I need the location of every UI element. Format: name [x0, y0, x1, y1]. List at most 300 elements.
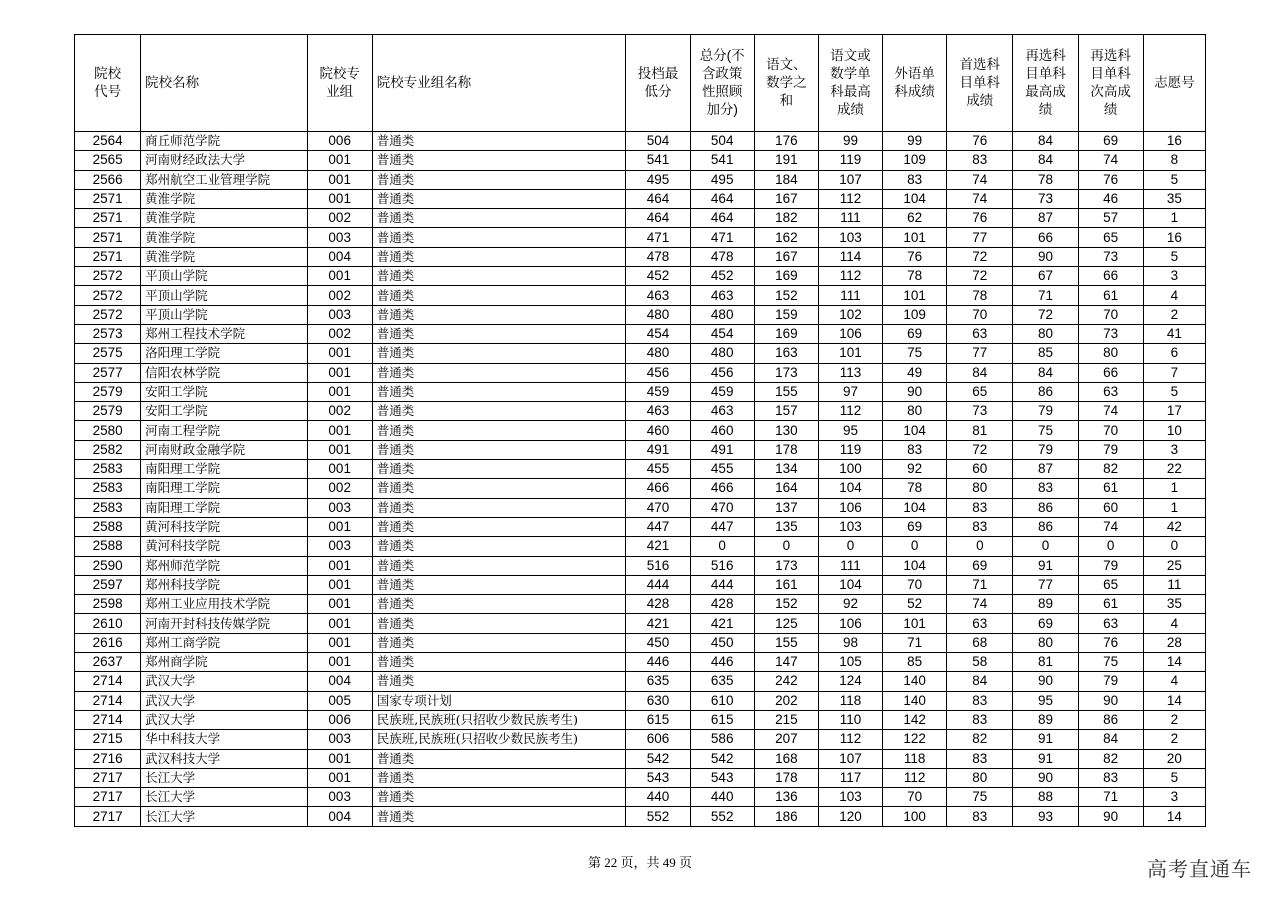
- table-row: [75, 749, 1206, 768]
- cell-chn-math-sum: 178: [754, 440, 818, 459]
- cell-total: 464: [690, 209, 754, 228]
- cell-foreign: 99: [883, 132, 947, 151]
- table-row: [75, 614, 1206, 633]
- cell-wish: 4: [1143, 672, 1205, 691]
- cell-foreign: 69: [883, 324, 947, 343]
- cell-chn-math-sum: 135: [754, 517, 818, 536]
- cell-group: 001: [307, 749, 372, 768]
- cell-foreign: 70: [883, 788, 947, 807]
- cell-wish: 8: [1143, 151, 1205, 170]
- cell-re-max: 91: [1013, 749, 1078, 768]
- cell-chn-math-max: 124: [818, 672, 882, 691]
- cell-total: 615: [690, 710, 754, 729]
- cell-first-subject: 60: [947, 460, 1013, 479]
- cell-first-subject: 82: [947, 730, 1013, 749]
- cell-school: 安阳工学院: [141, 402, 307, 421]
- table-row: [75, 537, 1206, 556]
- cell-min-score: 440: [626, 788, 690, 807]
- header-min-score: 投档最 低分: [626, 35, 690, 132]
- cell-re-second: 76: [1078, 170, 1143, 189]
- cell-code: 2714: [75, 710, 141, 729]
- cell-chn-math-max: 97: [818, 382, 882, 401]
- cell-total: 610: [690, 691, 754, 710]
- cell-min-score: 466: [626, 479, 690, 498]
- cell-total: 504: [690, 132, 754, 151]
- table-row: [75, 653, 1206, 672]
- cell-min-score: 456: [626, 363, 690, 382]
- cell-group-name: 普通类: [372, 768, 626, 787]
- cell-wish: 41: [1143, 324, 1205, 343]
- cell-total: 452: [690, 267, 754, 286]
- cell-total: 0: [690, 537, 754, 556]
- cell-foreign: 49: [883, 363, 947, 382]
- cell-chn-math-sum: 130: [754, 421, 818, 440]
- cell-school: 武汉科技大学: [141, 749, 307, 768]
- cell-total: 495: [690, 170, 754, 189]
- cell-chn-math-max: 118: [818, 691, 882, 710]
- cell-group-name: 普通类: [372, 151, 626, 170]
- table-row: [75, 691, 1206, 710]
- cell-foreign: 101: [883, 614, 947, 633]
- cell-first-subject: 77: [947, 344, 1013, 363]
- cell-school: 郑州师范学院: [141, 556, 307, 575]
- cell-wish: 16: [1143, 132, 1205, 151]
- cell-min-score: 516: [626, 556, 690, 575]
- cell-chn-math-sum: 242: [754, 672, 818, 691]
- cell-group-name: 普通类: [372, 595, 626, 614]
- watermark: 高考直通车: [1147, 857, 1252, 881]
- cell-code: 2579: [75, 402, 141, 421]
- cell-foreign: 140: [883, 672, 947, 691]
- cell-first-subject: 83: [947, 807, 1013, 826]
- cell-code: 2588: [75, 517, 141, 536]
- cell-min-score: 421: [626, 614, 690, 633]
- cell-total: 586: [690, 730, 754, 749]
- cell-school: 郑州工业应用技术学院: [141, 595, 307, 614]
- cell-re-max: 80: [1013, 633, 1078, 652]
- cell-chn-math-sum: 163: [754, 344, 818, 363]
- header-chn-math-max: 语文或 数学单 科最高 成绩: [818, 35, 882, 132]
- cell-min-score: 428: [626, 595, 690, 614]
- cell-first-subject: 76: [947, 209, 1013, 228]
- cell-school: 黄淮学院: [141, 228, 307, 247]
- cell-re-second: 79: [1078, 672, 1143, 691]
- header-wish: 志愿号: [1143, 35, 1205, 132]
- cell-school: 河南财政金融学院: [141, 440, 307, 459]
- header-chn-math-sum: 语文、 数学之 和: [754, 35, 818, 132]
- cell-total: 516: [690, 556, 754, 575]
- cell-group: 003: [307, 788, 372, 807]
- cell-re-max: 83: [1013, 479, 1078, 498]
- table-row: [75, 730, 1206, 749]
- cell-wish: 1: [1143, 479, 1205, 498]
- cell-group: 002: [307, 324, 372, 343]
- cell-group-name: 普通类: [372, 672, 626, 691]
- table-row: [75, 170, 1206, 189]
- cell-re-second: 66: [1078, 363, 1143, 382]
- cell-re-max: 84: [1013, 151, 1078, 170]
- cell-foreign: 104: [883, 189, 947, 208]
- cell-wish: 14: [1143, 653, 1205, 672]
- cell-chn-math-sum: 147: [754, 653, 818, 672]
- cell-re-second: 75: [1078, 653, 1143, 672]
- cell-code: 2575: [75, 344, 141, 363]
- cell-first-subject: 83: [947, 498, 1013, 517]
- cell-school: 商丘师范学院: [141, 132, 307, 151]
- table-row: [75, 440, 1206, 459]
- cell-chn-math-max: 104: [818, 575, 882, 594]
- cell-school: 河南工程学院: [141, 421, 307, 440]
- table-row: [75, 209, 1206, 228]
- cell-min-score: 542: [626, 749, 690, 768]
- table-body: [75, 132, 1206, 827]
- cell-chn-math-sum: 186: [754, 807, 818, 826]
- cell-min-score: 504: [626, 132, 690, 151]
- cell-school: 郑州工程技术学院: [141, 324, 307, 343]
- cell-chn-math-max: 92: [818, 595, 882, 614]
- cell-wish: 17: [1143, 402, 1205, 421]
- cell-foreign: 101: [883, 228, 947, 247]
- cell-chn-math-max: 95: [818, 421, 882, 440]
- cell-total: 440: [690, 788, 754, 807]
- cell-chn-math-max: 101: [818, 344, 882, 363]
- cell-group-name: 普通类: [372, 633, 626, 652]
- cell-chn-math-sum: 136: [754, 788, 818, 807]
- table-row: [75, 460, 1206, 479]
- cell-foreign: 70: [883, 575, 947, 594]
- cell-first-subject: 83: [947, 517, 1013, 536]
- cell-foreign: 71: [883, 633, 947, 652]
- cell-group: 002: [307, 402, 372, 421]
- cell-min-score: 444: [626, 575, 690, 594]
- cell-re-second: 79: [1078, 556, 1143, 575]
- cell-re-max: 80: [1013, 324, 1078, 343]
- cell-chn-math-sum: 169: [754, 267, 818, 286]
- table-row: [75, 132, 1206, 151]
- cell-first-subject: 75: [947, 788, 1013, 807]
- cell-school: 郑州工商学院: [141, 633, 307, 652]
- cell-foreign: 104: [883, 556, 947, 575]
- cell-min-score: 635: [626, 672, 690, 691]
- cell-re-second: 69: [1078, 132, 1143, 151]
- cell-wish: 20: [1143, 749, 1205, 768]
- cell-group-name: 普通类: [372, 402, 626, 421]
- cell-chn-math-max: 100: [818, 460, 882, 479]
- cell-re-max: 91: [1013, 556, 1078, 575]
- cell-first-subject: 58: [947, 653, 1013, 672]
- cell-foreign: 83: [883, 440, 947, 459]
- cell-total: 460: [690, 421, 754, 440]
- cell-first-subject: 74: [947, 189, 1013, 208]
- cell-school: 南阳理工学院: [141, 479, 307, 498]
- table-row: [75, 672, 1206, 691]
- cell-re-second: 60: [1078, 498, 1143, 517]
- table-row: [75, 344, 1206, 363]
- cell-first-subject: 83: [947, 151, 1013, 170]
- cell-group: 001: [307, 382, 372, 401]
- cell-first-subject: 81: [947, 421, 1013, 440]
- table-row: [75, 807, 1206, 826]
- cell-code: 2565: [75, 151, 141, 170]
- cell-wish: 42: [1143, 517, 1205, 536]
- cell-total: 444: [690, 575, 754, 594]
- cell-code: 2583: [75, 479, 141, 498]
- header-group: 院校专 业组: [307, 35, 372, 132]
- cell-code: 2572: [75, 305, 141, 324]
- cell-re-second: 79: [1078, 440, 1143, 459]
- cell-total: 635: [690, 672, 754, 691]
- cell-code: 2598: [75, 595, 141, 614]
- cell-group-name: 普通类: [372, 382, 626, 401]
- cell-wish: 4: [1143, 286, 1205, 305]
- cell-group-name: 普通类: [372, 460, 626, 479]
- cell-min-score: 543: [626, 768, 690, 787]
- cell-min-score: 454: [626, 324, 690, 343]
- cell-re-max: 90: [1013, 672, 1078, 691]
- cell-group: 004: [307, 247, 372, 266]
- cell-wish: 2: [1143, 730, 1205, 749]
- cell-school: 郑州商学院: [141, 653, 307, 672]
- cell-chn-math-max: 111: [818, 556, 882, 575]
- cell-group: 003: [307, 730, 372, 749]
- cell-first-subject: 80: [947, 479, 1013, 498]
- cell-re-max: 77: [1013, 575, 1078, 594]
- cell-re-max: 90: [1013, 768, 1078, 787]
- cell-code: 2571: [75, 247, 141, 266]
- cell-group: 001: [307, 344, 372, 363]
- cell-re-second: 65: [1078, 575, 1143, 594]
- cell-re-max: 89: [1013, 710, 1078, 729]
- cell-re-max: 72: [1013, 305, 1078, 324]
- cell-chn-math-sum: 134: [754, 460, 818, 479]
- cell-group: 001: [307, 633, 372, 652]
- cell-total: 480: [690, 344, 754, 363]
- cell-group-name: 普通类: [372, 132, 626, 151]
- cell-foreign: 118: [883, 749, 947, 768]
- cell-chn-math-sum: 191: [754, 151, 818, 170]
- cell-re-max: 88: [1013, 788, 1078, 807]
- cell-group: 001: [307, 768, 372, 787]
- cell-re-second: 70: [1078, 305, 1143, 324]
- cell-first-subject: 76: [947, 132, 1013, 151]
- cell-min-score: 463: [626, 402, 690, 421]
- cell-group-name: 普通类: [372, 247, 626, 266]
- cell-total: 455: [690, 460, 754, 479]
- cell-group-name: 普通类: [372, 344, 626, 363]
- cell-foreign: 75: [883, 344, 947, 363]
- cell-first-subject: 70: [947, 305, 1013, 324]
- cell-min-score: 464: [626, 189, 690, 208]
- table-row: [75, 633, 1206, 652]
- cell-chn-math-sum: 173: [754, 363, 818, 382]
- cell-re-second: 74: [1078, 151, 1143, 170]
- cell-group: 005: [307, 691, 372, 710]
- cell-chn-math-sum: 202: [754, 691, 818, 710]
- cell-re-max: 85: [1013, 344, 1078, 363]
- cell-total: 463: [690, 402, 754, 421]
- cell-school: 武汉大学: [141, 710, 307, 729]
- cell-chn-math-sum: 125: [754, 614, 818, 633]
- cell-chn-math-max: 120: [818, 807, 882, 826]
- table-row: [75, 595, 1206, 614]
- cell-school: 黄淮学院: [141, 209, 307, 228]
- cell-re-max: 78: [1013, 170, 1078, 189]
- cell-min-score: 471: [626, 228, 690, 247]
- table-row: [75, 575, 1206, 594]
- header-first-subject: 首选科 目单科 成绩: [947, 35, 1013, 132]
- cell-min-score: 541: [626, 151, 690, 170]
- cell-re-second: 82: [1078, 460, 1143, 479]
- cell-group: 001: [307, 460, 372, 479]
- cell-chn-math-max: 112: [818, 730, 882, 749]
- cell-total: 459: [690, 382, 754, 401]
- cell-foreign: 101: [883, 286, 947, 305]
- cell-re-max: 69: [1013, 614, 1078, 633]
- cell-chn-math-max: 111: [818, 286, 882, 305]
- table-row: [75, 710, 1206, 729]
- cell-re-second: 61: [1078, 286, 1143, 305]
- cell-foreign: 78: [883, 267, 947, 286]
- cell-foreign: 78: [883, 479, 947, 498]
- cell-chn-math-max: 111: [818, 209, 882, 228]
- cell-group-name: 普通类: [372, 517, 626, 536]
- cell-min-score: 552: [626, 807, 690, 826]
- table-row: [75, 324, 1206, 343]
- cell-school: 黄淮学院: [141, 189, 307, 208]
- cell-re-second: 66: [1078, 267, 1143, 286]
- cell-first-subject: 65: [947, 382, 1013, 401]
- cell-group: 006: [307, 132, 372, 151]
- cell-first-subject: 0: [947, 537, 1013, 556]
- cell-re-max: 73: [1013, 189, 1078, 208]
- cell-min-score: 495: [626, 170, 690, 189]
- cell-group-name: 普通类: [372, 305, 626, 324]
- cell-total: 421: [690, 614, 754, 633]
- cell-chn-math-sum: 167: [754, 189, 818, 208]
- table-row: [75, 382, 1206, 401]
- cell-group-name: 普通类: [372, 324, 626, 343]
- cell-foreign: 122: [883, 730, 947, 749]
- cell-group-name: 普通类: [372, 286, 626, 305]
- cell-min-score: 452: [626, 267, 690, 286]
- cell-chn-math-sum: 155: [754, 633, 818, 652]
- cell-re-max: 79: [1013, 440, 1078, 459]
- page-footer: 第 22 页，共 49 页: [587, 855, 692, 870]
- cell-total: 447: [690, 517, 754, 536]
- header-row: [75, 35, 1206, 132]
- cell-min-score: 615: [626, 710, 690, 729]
- cell-wish: 35: [1143, 595, 1205, 614]
- table-row: [75, 479, 1206, 498]
- cell-school: 黄河科技学院: [141, 537, 307, 556]
- cell-first-subject: 73: [947, 402, 1013, 421]
- cell-re-max: 79: [1013, 402, 1078, 421]
- cell-code: 2717: [75, 788, 141, 807]
- cell-re-second: 70: [1078, 421, 1143, 440]
- cell-re-second: 76: [1078, 633, 1143, 652]
- cell-total: 454: [690, 324, 754, 343]
- cell-group-name: 普通类: [372, 363, 626, 382]
- cell-min-score: 463: [626, 286, 690, 305]
- cell-total: 470: [690, 498, 754, 517]
- cell-re-max: 71: [1013, 286, 1078, 305]
- cell-chn-math-max: 103: [818, 517, 882, 536]
- cell-chn-math-max: 104: [818, 479, 882, 498]
- header-group-name: 院校专业组名称: [372, 35, 626, 132]
- table-row: [75, 402, 1206, 421]
- cell-first-subject: 74: [947, 170, 1013, 189]
- cell-wish: 16: [1143, 228, 1205, 247]
- cell-foreign: 104: [883, 421, 947, 440]
- cell-total: 446: [690, 653, 754, 672]
- table-row: [75, 286, 1206, 305]
- cell-wish: 22: [1143, 460, 1205, 479]
- cell-wish: 1: [1143, 209, 1205, 228]
- cell-re-max: 90: [1013, 247, 1078, 266]
- table-row: [75, 517, 1206, 536]
- cell-chn-math-sum: 176: [754, 132, 818, 151]
- cell-group: 003: [307, 498, 372, 517]
- cell-code: 2583: [75, 460, 141, 479]
- cell-code: 2580: [75, 421, 141, 440]
- cell-min-score: 446: [626, 653, 690, 672]
- cell-wish: 28: [1143, 633, 1205, 652]
- cell-first-subject: 72: [947, 247, 1013, 266]
- cell-group: 001: [307, 189, 372, 208]
- cell-re-second: 63: [1078, 382, 1143, 401]
- cell-chn-math-max: 112: [818, 267, 882, 286]
- cell-foreign: 90: [883, 382, 947, 401]
- cell-school: 长江大学: [141, 768, 307, 787]
- cell-first-subject: 74: [947, 595, 1013, 614]
- cell-first-subject: 69: [947, 556, 1013, 575]
- cell-code: 2616: [75, 633, 141, 652]
- cell-chn-math-max: 117: [818, 768, 882, 787]
- cell-re-max: 66: [1013, 228, 1078, 247]
- cell-school: 华中科技大学: [141, 730, 307, 749]
- cell-school: 长江大学: [141, 807, 307, 826]
- cell-foreign: 100: [883, 807, 947, 826]
- cell-group-name: 民族班,民族班(只招收少数民族考生): [372, 730, 626, 749]
- cell-chn-math-sum: 178: [754, 768, 818, 787]
- cell-group: 002: [307, 479, 372, 498]
- cell-re-max: 0: [1013, 537, 1078, 556]
- cell-code: 2590: [75, 556, 141, 575]
- cell-chn-math-max: 103: [818, 788, 882, 807]
- cell-group: 006: [307, 710, 372, 729]
- cell-total: 466: [690, 479, 754, 498]
- cell-chn-math-sum: 169: [754, 324, 818, 343]
- table-row: [75, 788, 1206, 807]
- cell-first-subject: 84: [947, 363, 1013, 382]
- cell-group-name: 普通类: [372, 209, 626, 228]
- cell-first-subject: 63: [947, 614, 1013, 633]
- cell-school: 平顶山学院: [141, 286, 307, 305]
- cell-re-max: 75: [1013, 421, 1078, 440]
- header-total: 总分(不 含政策 性照顾 加分): [690, 35, 754, 132]
- cell-wish: 4: [1143, 614, 1205, 633]
- cell-min-score: 421: [626, 537, 690, 556]
- cell-re-second: 73: [1078, 247, 1143, 266]
- cell-school: 长江大学: [141, 788, 307, 807]
- cell-code: 2714: [75, 672, 141, 691]
- cell-chn-math-sum: 184: [754, 170, 818, 189]
- cell-code: 2637: [75, 653, 141, 672]
- cell-code: 2573: [75, 324, 141, 343]
- cell-chn-math-sum: 173: [754, 556, 818, 575]
- cell-chn-math-sum: 162: [754, 228, 818, 247]
- cell-chn-math-max: 99: [818, 132, 882, 151]
